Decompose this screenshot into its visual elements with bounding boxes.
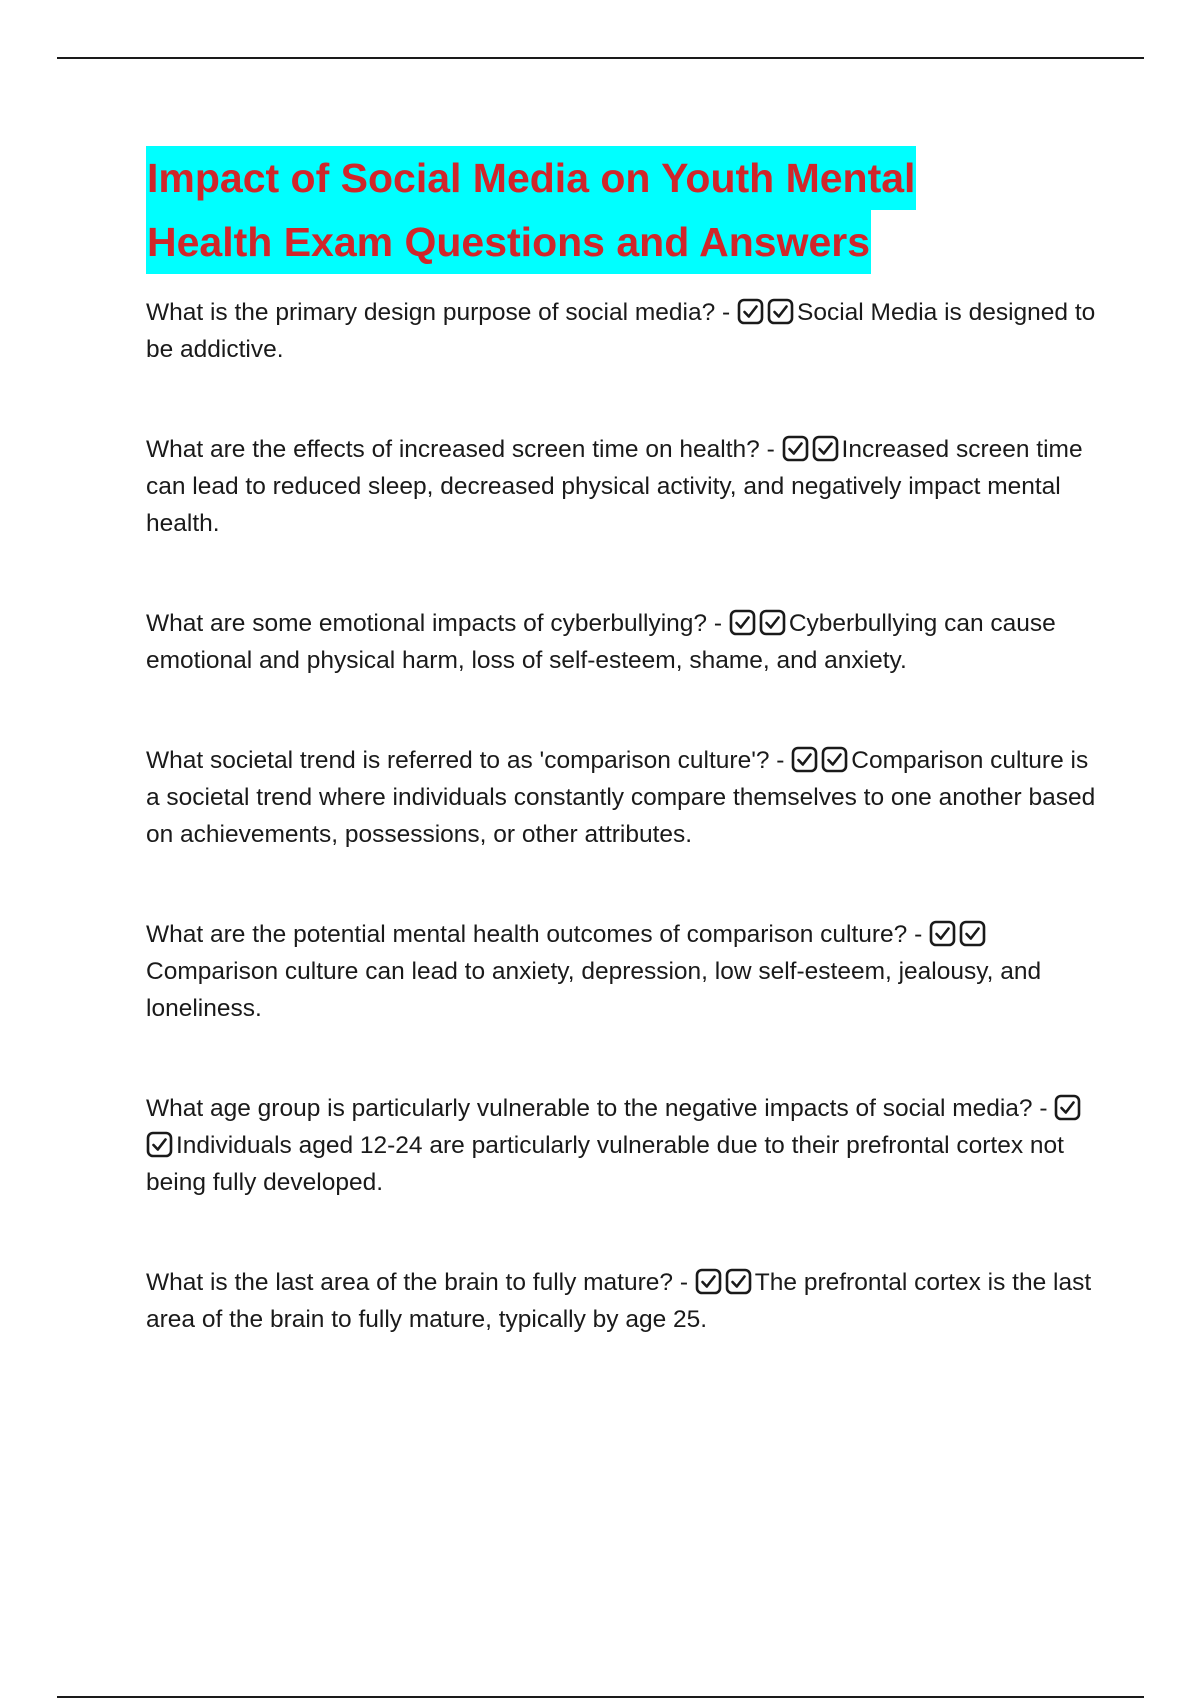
checkbox-checked-icon xyxy=(812,435,839,462)
question-text: What is the primary design purpose of social media? - xyxy=(146,299,731,326)
header-rule xyxy=(57,57,1144,59)
answer-text: Increased screen time can lead to reduced sleep, decreased physical activity, and negatively impact mental health. xyxy=(146,436,1083,537)
checkbox-checked-icon xyxy=(729,609,756,636)
answer-text: Social Media is designed to be addictive. xyxy=(146,299,1096,363)
qa-item xyxy=(146,916,1096,1027)
checkbox-checked-icon xyxy=(959,920,986,947)
footer-rule xyxy=(57,1696,1144,1698)
question-text: What are some emotional impacts of cyberbullying? - xyxy=(146,610,723,637)
qa-item xyxy=(146,1264,1096,1338)
document-body xyxy=(146,146,1096,1338)
checkbox-checked-icon xyxy=(821,746,848,773)
question-text: What are the potential mental health outcomes of comparison culture? - xyxy=(146,921,923,948)
checkbox-checked-icon xyxy=(725,1268,752,1295)
checkbox-checked-icon xyxy=(782,435,809,462)
question-text: What is the last area of the brain to fully mature? - xyxy=(146,1269,688,1296)
title-line-1: Impact of Social Media on Youth Mental xyxy=(146,146,916,210)
question-text: What are the effects of increased screen time on health? - xyxy=(146,436,775,463)
title-line-2: Health Exam Questions and Answers xyxy=(146,210,871,274)
qa-item xyxy=(146,1090,1096,1201)
checkbox-checked-icon xyxy=(146,1131,173,1158)
checkbox-checked-icon xyxy=(737,298,764,325)
qa-item xyxy=(146,742,1096,853)
document-title xyxy=(146,146,1096,274)
checkbox-checked-icon xyxy=(791,746,818,773)
checkbox-checked-icon xyxy=(1054,1094,1081,1121)
qa-item xyxy=(146,294,1096,368)
qa-item xyxy=(146,605,1096,679)
answer-text: Cyberbullying can cause emotional and physical harm, loss of self-esteem, shame, and anxiety. xyxy=(146,610,1056,674)
answer-text: Comparison culture is a societal trend where individuals constantly compare themselves to one another based on achievements, possessions, or other attributes. xyxy=(146,747,1096,848)
question-text: What age group is particularly vulnerable to the negative impacts of social media? - xyxy=(146,1095,1048,1122)
checkbox-checked-icon xyxy=(695,1268,722,1295)
checkbox-checked-icon xyxy=(767,298,794,325)
answer-text: Individuals aged 12-24 are particularly vulnerable due to their prefrontal cortex not being fully developed. xyxy=(146,1132,1064,1196)
qa-list xyxy=(146,294,1096,1338)
checkbox-checked-icon xyxy=(929,920,956,947)
answer-text: The prefrontal cortex is the last area of the brain to fully mature, typically by age 25. xyxy=(146,1269,1092,1333)
checkbox-checked-icon xyxy=(759,609,786,636)
question-text: What societal trend is referred to as 'comparison culture'? - xyxy=(146,747,785,774)
qa-item xyxy=(146,431,1096,542)
answer-text: Comparison culture can lead to anxiety, depression, low self-esteem, jealousy, and loneliness. xyxy=(146,958,1042,1022)
